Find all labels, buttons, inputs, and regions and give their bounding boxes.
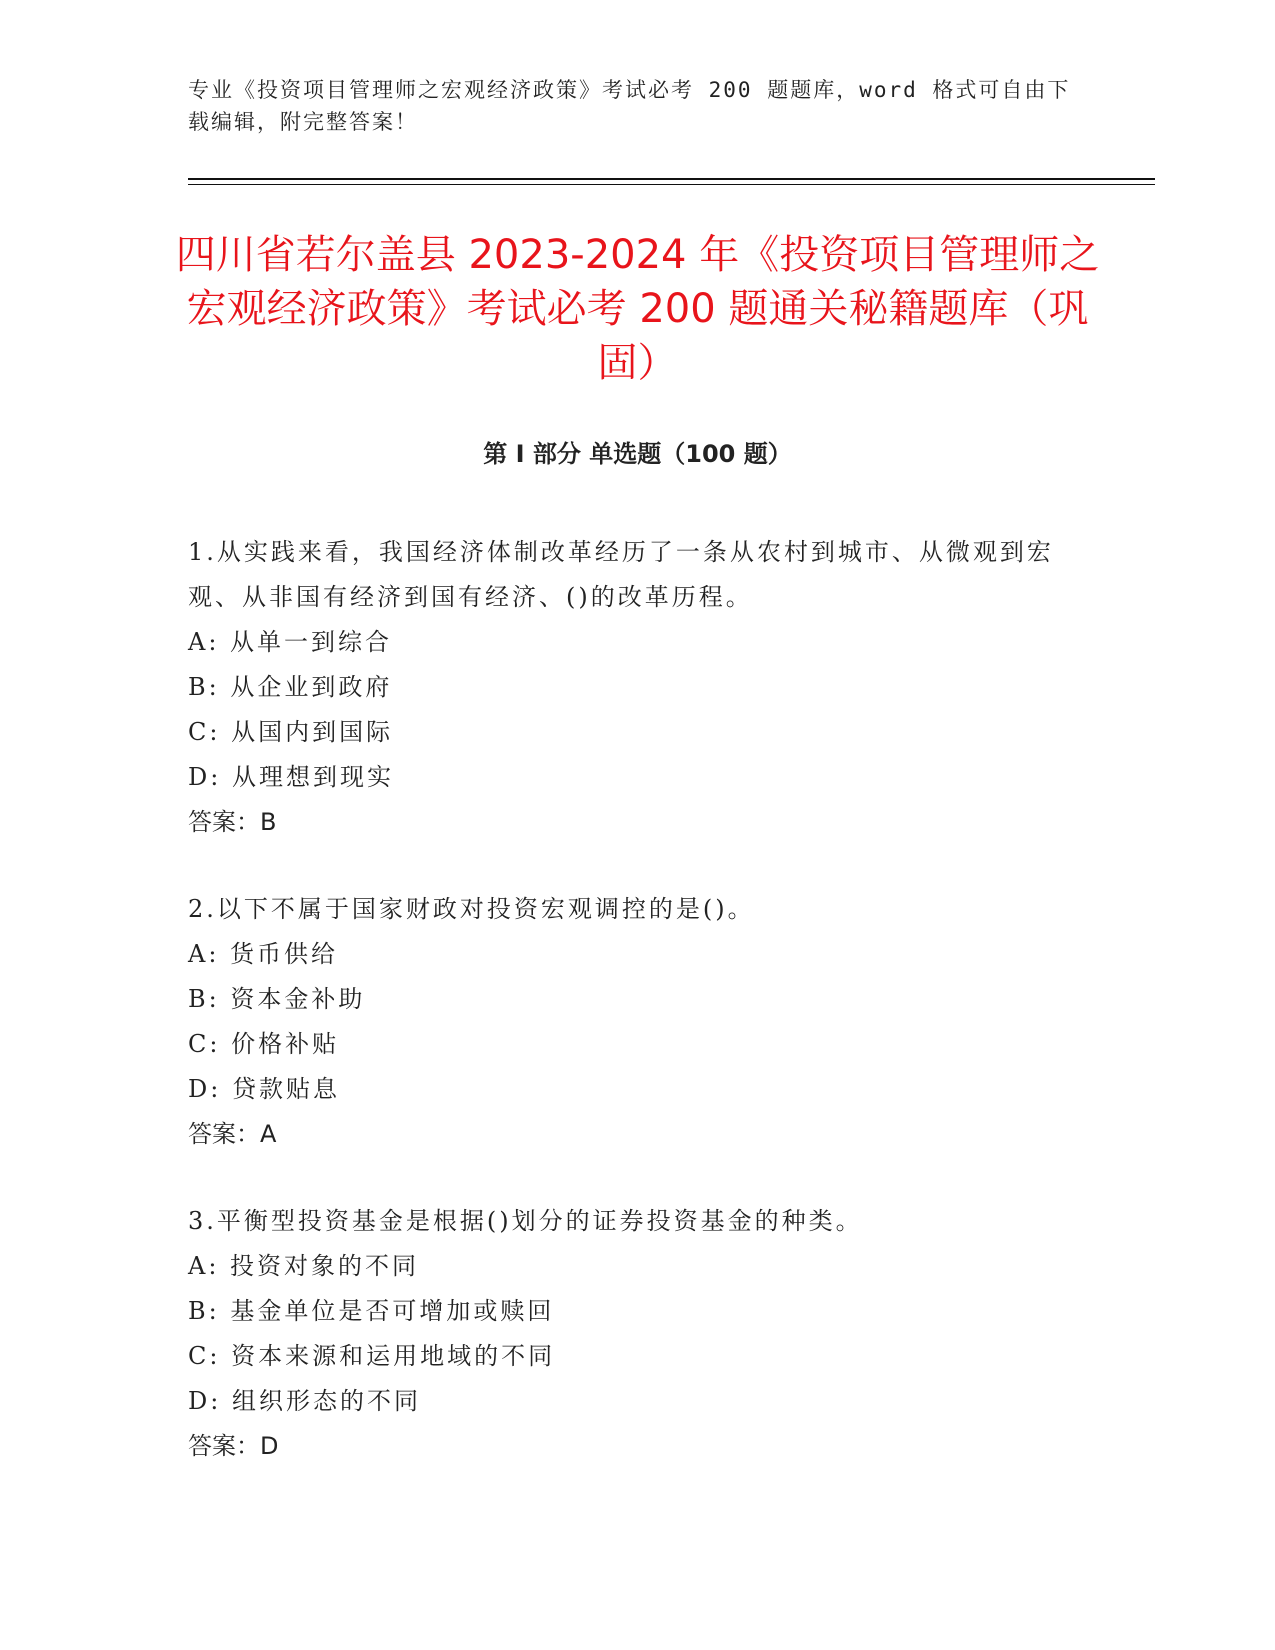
option-b: B: 资本金补助 [188,985,366,1013]
header-note: 专业《投资项目管理师之宏观经济政策》考试必考 200 题题库，word 格式可自由下载编辑，附完整答案！ [188,78,1071,134]
question-item [188,887,1068,1157]
document-title: 四川省若尔盖县 2023-2024 年《投资项目管理师之宏观经济政策》考试必考 200 题通关秘籍题库（巩固） [175,232,1100,386]
section-title: 第 I 部分 单选题（100 题） [483,440,792,468]
header-divider-thick [188,178,1155,180]
option-d: D: 从理想到现实 [188,763,394,791]
option-b: B: 基金单位是否可增加或赎回 [188,1297,555,1325]
answer: 答案：D [188,1432,279,1460]
question-stem: 3.平衡型投资基金是根据()划分的证券投资基金的种类。 [188,1207,863,1235]
question-list [188,530,1068,1511]
question-stem: 1.从实践来看，我国经济体制改革经历了一条从农村到城市、从微观到宏观、从非国有经济到国有经济、()的改革历程。 [188,538,1054,611]
answer: 答案：A [188,1120,277,1148]
question-item [188,1199,1068,1469]
header-divider-thin [188,184,1155,185]
option-d: D: 组织形态的不同 [188,1387,421,1415]
question-stem: 2.以下不属于国家财政对投资宏观调控的是()。 [188,895,755,923]
option-c: C: 从国内到国际 [188,718,394,746]
option-d: D: 贷款贴息 [188,1075,340,1103]
option-c: C: 资本来源和运用地域的不同 [188,1342,556,1370]
option-a: A: 投资对象的不同 [188,1252,420,1280]
question-item [188,530,1068,845]
option-a: A: 从单一到综合 [188,628,393,656]
option-b: B: 从企业到政府 [188,673,393,701]
option-c: C: 价格补贴 [188,1030,340,1058]
answer: 答案：B [188,808,277,836]
option-a: A: 货币供给 [188,940,339,968]
